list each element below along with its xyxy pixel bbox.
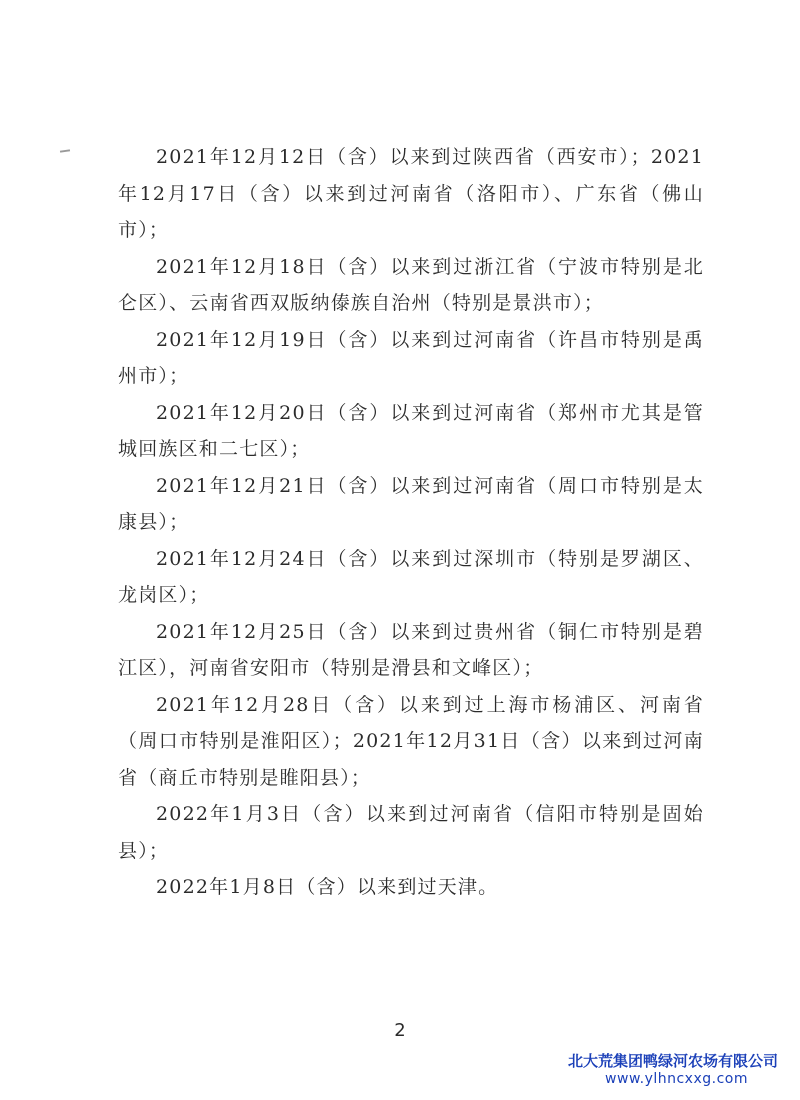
paragraph-8: 2021年12月28日（含）以来到过上海市杨浦区、河南省（周口市特别是淮阳区）；2021年12月31日（含）以来到过河南省（商丘市特别是睢阳县）；	[118, 693, 704, 789]
watermark-url: www.ylhncxxg.com	[605, 1071, 748, 1087]
scan-artifact	[60, 149, 70, 152]
paragraph-2: 2021年12月18日（含）以来到过浙江省（宁波市特别是北仑区）、云南省西双版纳傣族自治州（特别是景洪市）；	[118, 255, 704, 314]
page-number: 2	[394, 1020, 406, 1041]
paragraph-6: 2021年12月24日（含）以来到过深圳市（特别是罗湖区、龙岗区）；	[118, 547, 704, 606]
paragraph-5: 2021年12月21日（含）以来到过河南省（周口市特别是太康县）；	[118, 474, 704, 533]
paragraph-7: 2021年12月25日（含）以来到过贵州省（铜仁市特别是碧江区），河南省安阳市（特别是滑县和文峰区）；	[118, 620, 704, 679]
watermark-company: 北大荒集团鸭绿河农场有限公司	[567, 1052, 778, 1070]
document-body	[118, 139, 704, 906]
watermark	[568, 1052, 778, 1088]
paragraph-9: 2022年1月3日（含）以来到过河南省（信阳市特别是固始县）；	[118, 803, 704, 862]
paragraph-10: 2022年1月8日（含）以来到过天津。	[156, 876, 499, 898]
paragraph-3: 2021年12月19日（含）以来到过河南省（许昌市特别是禹州市）；	[118, 328, 704, 387]
paragraph-1: 2021年12月12日（含）以来到过陕西省（西安市）；2021年12月17日（含）以来到过河南省（洛阳市）、广东省（佛山市）；	[118, 146, 704, 241]
paragraph-4: 2021年12月20日（含）以来到过河南省（郑州市尤其是管城回族区和二七区）；	[118, 401, 704, 460]
